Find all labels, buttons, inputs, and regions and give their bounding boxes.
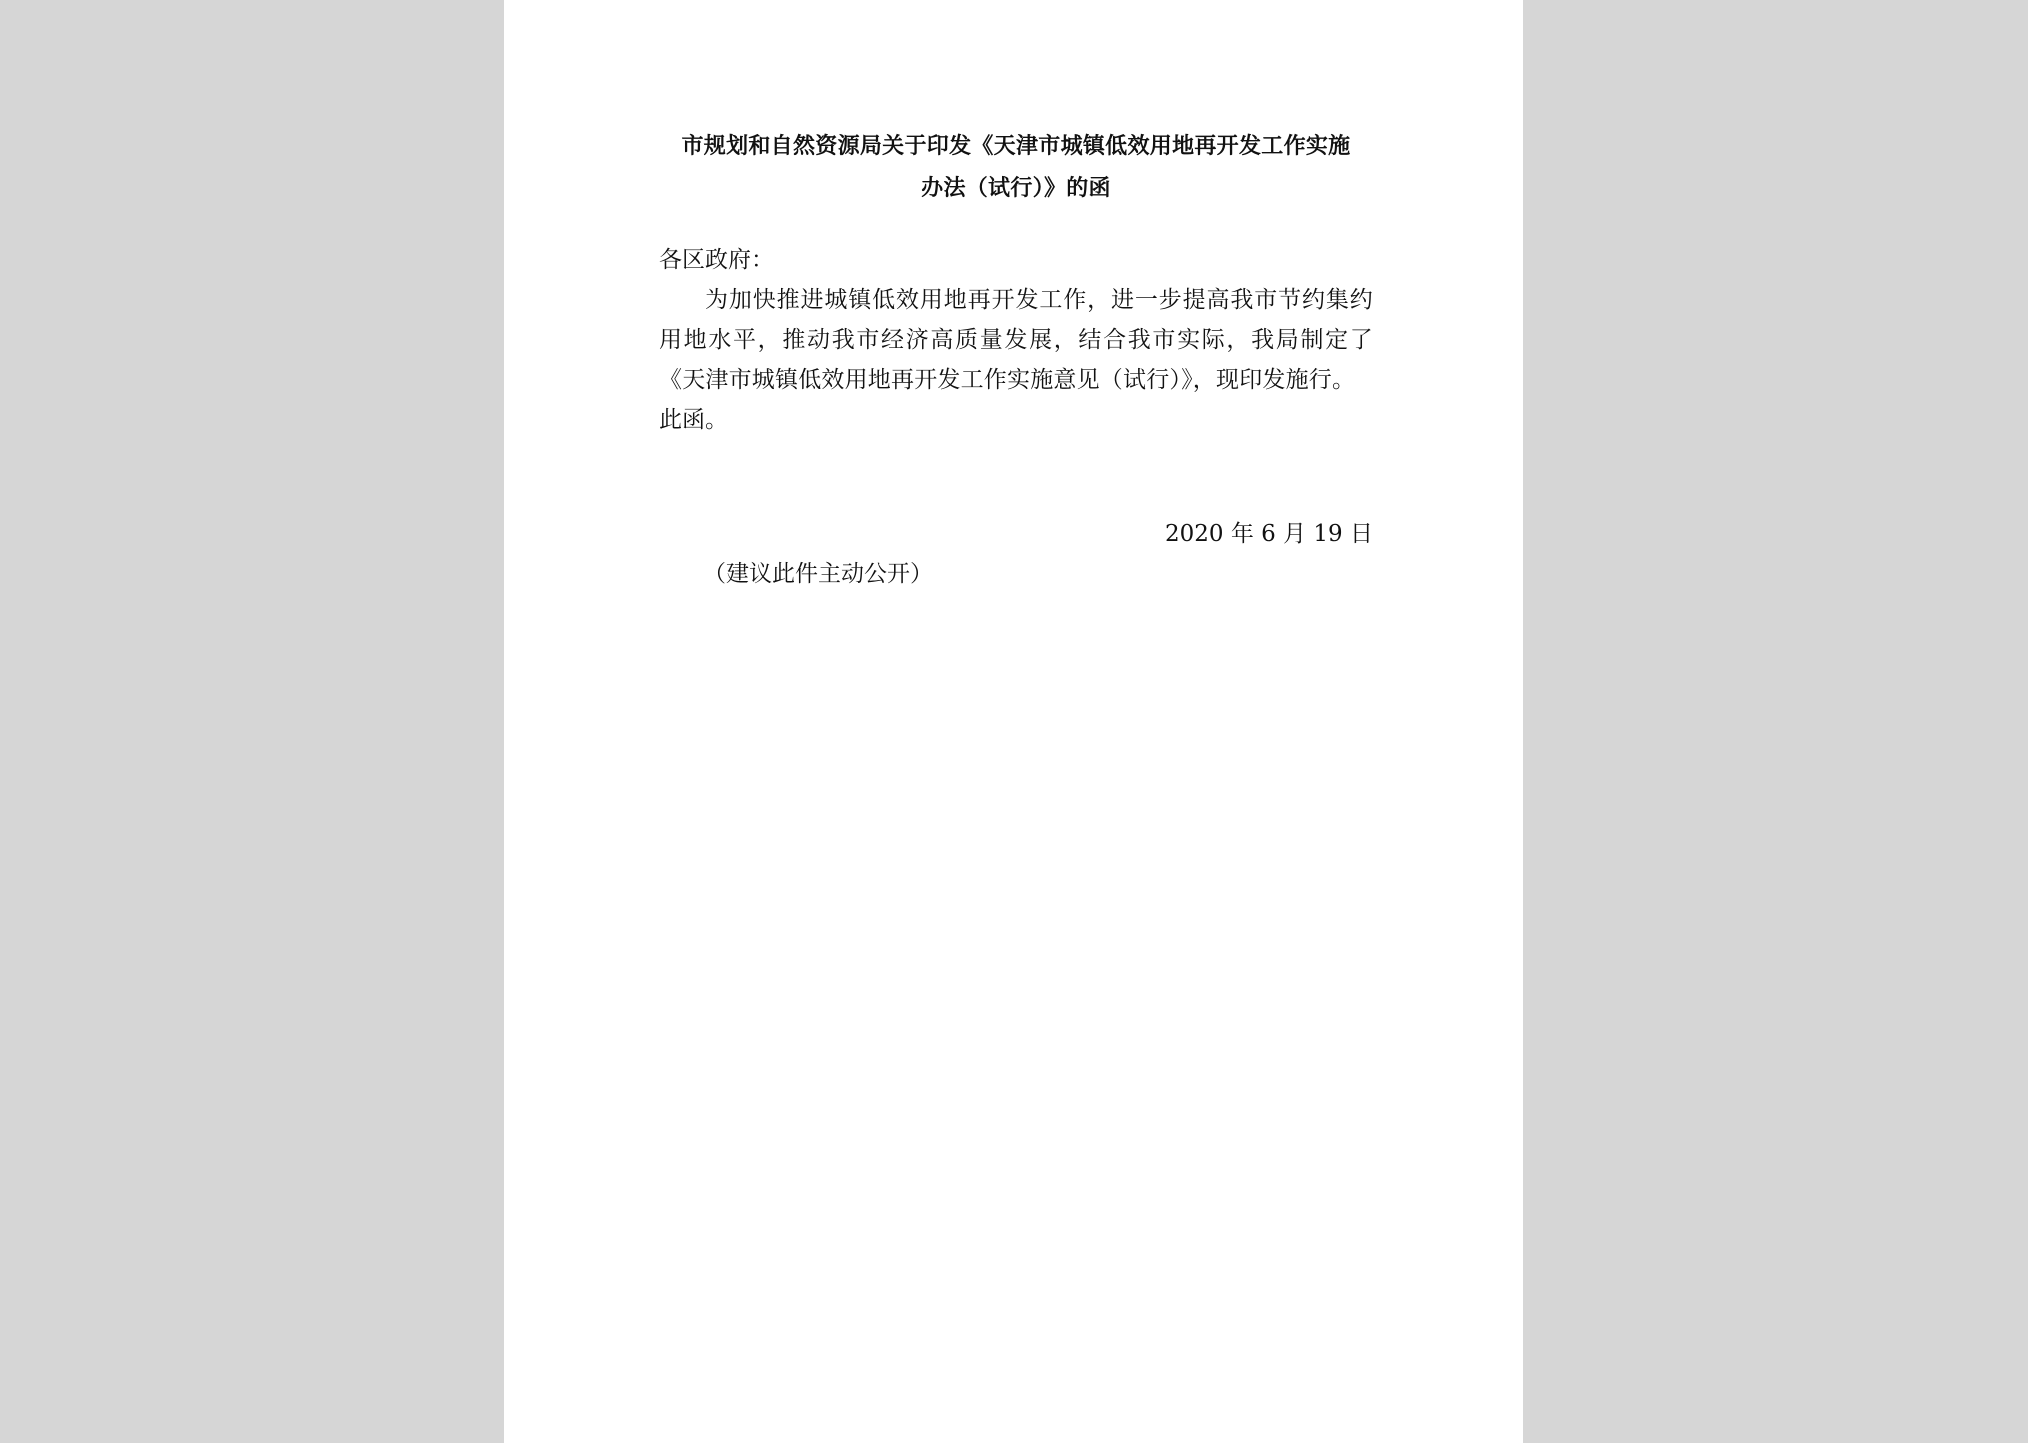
body-paragraph: 为加快推进城镇低效用地再开发工作，进一步提高我市节约集约用地水平，推动我市经济高质量发展，结合我市实际，我局制定了《天津市城镇低效用地再开发工作实施意见（试行）》，现印发施行。 <box>659 287 1373 393</box>
document-content <box>659 126 1373 594</box>
document-page <box>504 0 1523 1443</box>
document-title <box>659 126 1373 210</box>
disclosure-note: （建议此件主动公开） <box>703 561 933 587</box>
document-title-line1: 市规划和自然资源局关于印发《天津市城镇低效用地再开发工作实施 <box>681 134 1351 159</box>
document-title-line2: 办法（试行）》的函 <box>921 176 1111 201</box>
document-date: 2020 年 6 月 19 日 <box>1165 521 1373 547</box>
closing-line: 此函。 <box>659 407 728 433</box>
salutation: 各区政府： <box>659 247 774 273</box>
